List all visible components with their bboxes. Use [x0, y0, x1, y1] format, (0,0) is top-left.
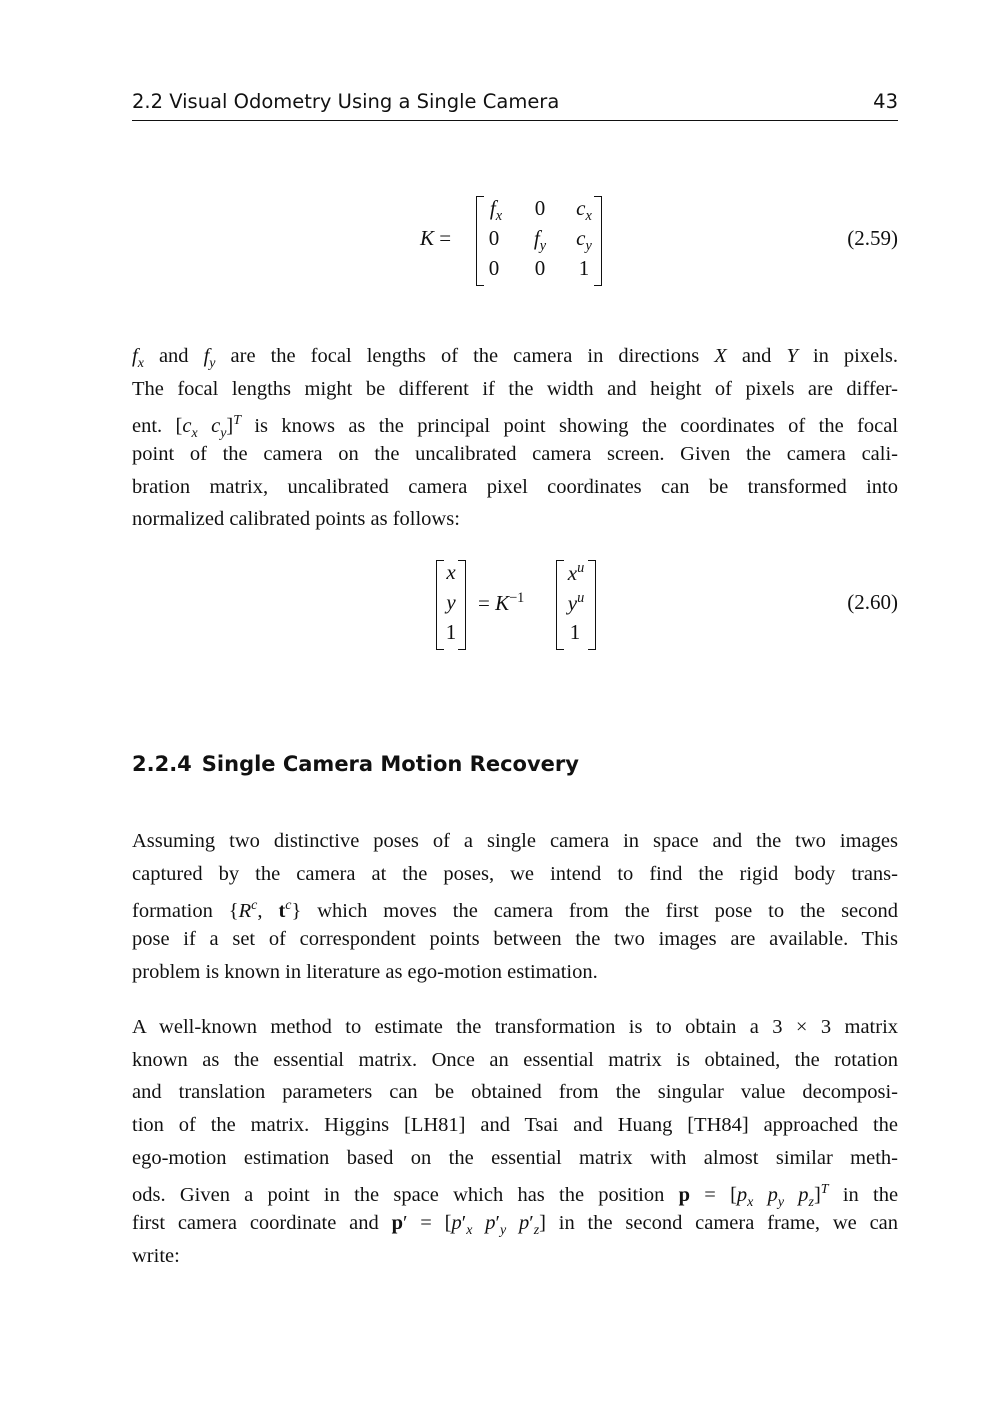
text-span: A well-known method to estimate the transformation is to obtain a: [132, 1016, 759, 1038]
text-span: first camera coordinate and: [132, 1212, 379, 1235]
text-line: known as the essential matrix. Once an essential matrix is obtained, the rotation: [132, 1048, 898, 1071]
text-span: in the second camera frame, we can: [558, 1212, 899, 1235]
text-line: ego-motion estimation based on the essential matrix with almost similar meth-: [132, 1146, 898, 1169]
text-line: problem is known in literature as ego-motion estimation.: [132, 960, 598, 983]
matrix-K: $f_x$ 0 $c_x$ 0 $f_y$ $c_y$ 0 0 1: [488, 196, 592, 280]
text-line: captured by the camera at the poses, we intend to find the rigid body trans-: [132, 862, 898, 885]
text-span: ent.: [132, 415, 163, 438]
text-span: and: [158, 345, 189, 367]
text-line: write:: [132, 1244, 180, 1267]
text-line: tion of the matrix. Higgins [LH81] and Tsai and Huang [TH84] approached the: [132, 1114, 898, 1137]
paragraph-2: Assuming two distinctive poses of a single camera in space and the two images captured by the camera at the poses, we intend to find the rigid body trans- formation {$R^c$, $t^c$} which moves the camera from the first pose to the second pose if a set of correspondent points between the two images are available. This problem is known in literature as ego-motion estimation.: [132, 825, 898, 988]
text-span: and: [741, 345, 772, 367]
equation-number: (2.60): [847, 590, 898, 614]
vector-xy1: x y 1: [445, 560, 457, 644]
paragraph-1: $f_x$ and $f_y$ are the focal lengths of the camera in directions X and Y in pixels. The focal lengths might be different if the width and height of pixels are differ- ent. [$c_x$ $c_y]^T$ is knows as the principal point showing the coordinates of the focal point of the camera on the uncalibrated camera screen. Given the camera cali- bration matrix, uncalibrated camera pixel coordinates can be transformed into normalized calibrated points as follows:: [132, 340, 898, 536]
text-span: formation: [132, 900, 213, 923]
text-line: normalized calibrated points as follows:: [132, 508, 460, 531]
text-span: which moves the camera from the first pose to the second: [317, 900, 898, 923]
text-span: in the: [842, 1184, 899, 1207]
section-title: Single Camera Motion Recovery: [201, 752, 579, 776]
eq-lhs-K: K =: [420, 226, 452, 250]
vector-uncalibrated: $x^u$ $y^u$ 1: [567, 560, 585, 644]
text-span: matrix: [844, 1016, 899, 1038]
text-span: ods. Given a point in the space which has the position: [132, 1184, 665, 1207]
running-header: [132, 88, 898, 121]
text-line: point of the camera on the uncalibrated camera screen. Given the camera cali-: [132, 443, 898, 466]
text-span: is knows as the principal point showing the coordinates of the focal: [254, 415, 899, 438]
text-line: Assuming two distinctive poses of a single camera in space and the two images: [132, 830, 898, 852]
section-number: 2.2.4: [132, 752, 192, 776]
text-span: are the focal lengths of the camera in directions: [230, 345, 700, 367]
equation-number: (2.59): [847, 226, 898, 250]
text-span: in pixels.: [812, 345, 899, 367]
section-heading: [132, 752, 579, 776]
eq-inverse-K: = $K^{-1}$: [478, 590, 525, 615]
text-line: pose if a set of correspondent points between the two images are available. This: [132, 928, 898, 951]
page-number: 43: [873, 90, 898, 113]
paragraph-3: A well-known method to estimate the transformation is to obtain a 3 × 3 matrix known as the essential matrix. Once an essential matrix is obtained, the rotation and translation parameters can be obtained from the singular value decomposi- tion of the matrix. Higgins [LH81] and Tsai and Huang [TH84] approached the ego-motion estimation based on the essential matrix with almost similar meth- ods. Given a point in the space which has the position $p = [p_x$ $p_y$ $p_z]^T$ in the first camera coordinate and $p' = [p'_x$ $p'_y$ $p'_z$] in the second camera frame, we can write:: [132, 1011, 898, 1273]
text-line: bration matrix, uncalibrated camera pixel coordinates can be transformed into: [132, 475, 898, 498]
text-line: The focal lengths might be different if the width and height of pixels are differ-: [132, 377, 898, 400]
text-line: and translation parameters can be obtained from the singular value decomposi-: [132, 1081, 898, 1104]
running-title: 2.2 Visual Odometry Using a Single Camera: [132, 90, 560, 113]
